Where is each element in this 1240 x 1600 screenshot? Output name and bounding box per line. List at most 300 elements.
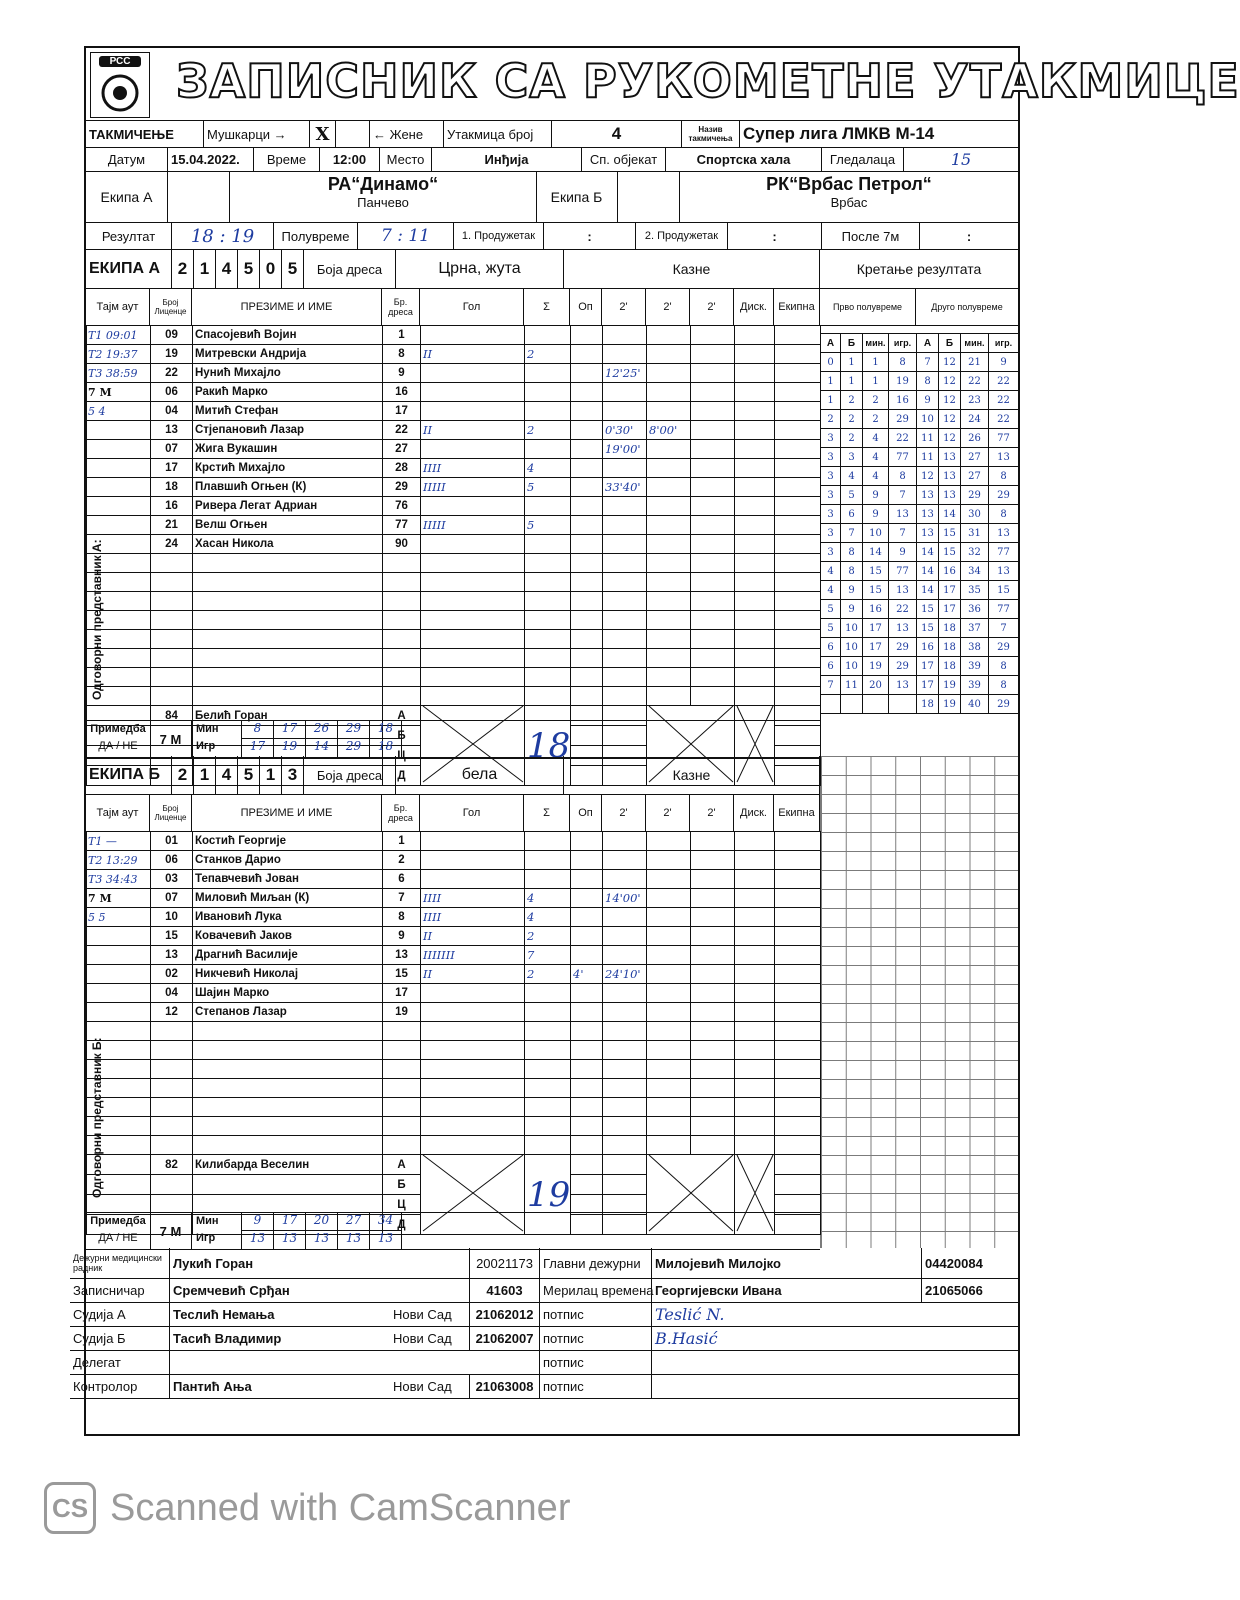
- license-cell: 02: [151, 965, 193, 984]
- min-value: 26: [306, 721, 338, 739]
- team-b-code-digit: 1: [260, 756, 282, 794]
- progress-cell: 13: [989, 448, 1019, 467]
- goals-tally: [421, 1003, 525, 1022]
- timeout-cell: [87, 946, 151, 965]
- min-label: Мин: [196, 1215, 219, 1227]
- player-name: Хасан Никола: [193, 535, 383, 554]
- license-cell: 17: [151, 459, 193, 478]
- suspension-3: [691, 478, 735, 497]
- table-row: [87, 984, 821, 1003]
- progress-cell: 10: [841, 619, 863, 638]
- disqualification-cell: [735, 535, 775, 554]
- jersey-no: [383, 1117, 421, 1136]
- team-b-header: [86, 756, 820, 795]
- jersey-no: [383, 1041, 421, 1060]
- goals-tally: IIIII: [421, 516, 525, 535]
- progress-cell: 2: [841, 410, 863, 429]
- jersey-no: 16: [383, 383, 421, 402]
- team-a-players-table: [86, 325, 821, 786]
- chief-id: 04420084: [925, 1255, 983, 1271]
- goals-sum: 5: [525, 478, 571, 497]
- disqualification-cell: [735, 927, 775, 946]
- camscanner-watermark: [44, 1482, 570, 1534]
- suspension-2: [647, 478, 691, 497]
- table-row: [87, 1117, 821, 1136]
- warning-cell: [571, 1060, 603, 1079]
- official-letter: Д: [383, 766, 421, 786]
- suspension-1: [603, 870, 647, 889]
- goals-tally: II: [421, 345, 525, 364]
- suspension-2: [647, 516, 691, 535]
- suspension-2: [647, 927, 691, 946]
- result-row: [86, 223, 1018, 250]
- disqualification-cell: [735, 1079, 775, 1098]
- after7m-label: После 7м: [822, 223, 920, 249]
- suspension-2: [647, 1041, 691, 1060]
- progress-head-cell: Б: [841, 334, 863, 353]
- col-license: Број Лиценце: [150, 795, 192, 831]
- license-cell: [151, 668, 193, 687]
- table-row: [87, 440, 821, 459]
- halftime-label: Полувреме: [274, 223, 358, 249]
- date-label: Датум: [86, 147, 168, 171]
- player-name: Ковачевић Јаков: [193, 927, 383, 946]
- progress-cell: 7: [841, 524, 863, 543]
- license-cell: 03: [151, 870, 193, 889]
- progress-cell: 13: [989, 562, 1019, 581]
- team-a-7m-grid: [242, 721, 402, 757]
- progress-cell: 77: [889, 562, 917, 581]
- suspension-2: [647, 1079, 691, 1098]
- table-row: [87, 832, 821, 851]
- goals-sum: 4: [525, 908, 571, 927]
- progress-cell: 12: [939, 429, 961, 448]
- suspension-3: [691, 516, 735, 535]
- team-penalty-cell: [775, 497, 821, 516]
- venue-value: Спортска хала: [666, 147, 822, 171]
- goals-sum: [525, 364, 571, 383]
- timeout-cell: [87, 516, 151, 535]
- table-row: [87, 1022, 821, 1041]
- player-name: Степанов Лазар: [193, 1003, 383, 1022]
- date-row: [86, 147, 1018, 172]
- team-b-remark: [86, 1213, 151, 1249]
- progress-cell: 22: [889, 600, 917, 619]
- progress-cell: 11: [841, 676, 863, 695]
- suspension-1: 14'00': [603, 889, 647, 908]
- jersey-no: 76: [383, 497, 421, 516]
- team-penalty-cell: [775, 592, 821, 611]
- disqualification-cell: [735, 497, 775, 516]
- license-cell: 07: [151, 440, 193, 459]
- progress-cell: 17: [939, 600, 961, 619]
- team-a-name: РА“Динамо“: [327, 174, 439, 194]
- progress-row: [821, 657, 1019, 676]
- official-name: Килибарда Веселин: [193, 1155, 383, 1175]
- team-penalty-cell: [775, 965, 821, 984]
- team-b-code-digit: 4: [216, 756, 238, 794]
- igr-value: 29: [338, 739, 370, 757]
- progress-cell: 29: [889, 638, 917, 657]
- player-name: [193, 1098, 383, 1117]
- ref-a-city: Нови Сад: [390, 1302, 470, 1326]
- team-b-code-digit: 5: [238, 756, 260, 794]
- suspension-2: [647, 497, 691, 516]
- progress-cell: 22: [989, 391, 1019, 410]
- progress-row: [821, 486, 1019, 505]
- warning-cell: [571, 383, 603, 402]
- page-title: ЗАПИСНИК СА РУКОМЕТНЕ УТАКМИЦЕ: [176, 54, 1240, 108]
- team-a-city: Панчево: [357, 195, 409, 210]
- disqualification-cell: [735, 908, 775, 927]
- progress-cell: 26: [961, 429, 989, 448]
- team-penalty-cell: [775, 1060, 821, 1079]
- team-b-code-digit: 3: [282, 756, 304, 794]
- player-name: Стјепановић Лазар: [193, 421, 383, 440]
- place-value: Инђија: [432, 147, 582, 171]
- goals-tally: IIII: [421, 459, 525, 478]
- official-name: Белић Горан: [193, 706, 383, 726]
- official-penalty-cell: [603, 1175, 647, 1195]
- progress-cell: 5: [841, 486, 863, 505]
- suspension-1: [603, 630, 647, 649]
- goals-tally: [421, 630, 525, 649]
- igr-value: 14: [306, 739, 338, 757]
- warning-cell: [571, 908, 603, 927]
- warning-cell: 4': [571, 965, 603, 984]
- suspension-3: [691, 383, 735, 402]
- progress-row: [821, 391, 1019, 410]
- comp-name-label: Назив такмичења: [682, 121, 740, 147]
- progress-cell: 3: [821, 467, 841, 486]
- col-goal: Гол: [420, 795, 524, 831]
- suspension-2: [647, 459, 691, 478]
- controller-name: Пантић Ања: [173, 1378, 252, 1394]
- goals-sum: [525, 1060, 571, 1079]
- goals-sum: [525, 611, 571, 630]
- suspension-3: [691, 1079, 735, 1098]
- progress-cell: 16: [863, 600, 889, 619]
- progress-cell: 13: [939, 448, 961, 467]
- suspension-1: [603, 1117, 647, 1136]
- disqualification-cell: [735, 326, 775, 345]
- official-license: [151, 1175, 193, 1195]
- progress-row: [821, 562, 1019, 581]
- team-penalty-cell: [775, 459, 821, 478]
- progress-cell: 3: [821, 448, 841, 467]
- timeout-cell: [87, 421, 151, 440]
- team-a-remark-row: [86, 720, 820, 759]
- col-second-half: Друго полувреме: [931, 302, 1003, 312]
- disqualification-cell: [735, 611, 775, 630]
- player-name: [193, 687, 383, 706]
- team-b-remark-row: [86, 1212, 820, 1250]
- result-label: Резултат: [86, 223, 172, 249]
- remark-options: ДА / НЕ: [98, 740, 138, 752]
- suspension-2: [647, 383, 691, 402]
- team-penalty-cell: [775, 889, 821, 908]
- suspension-1: [603, 1003, 647, 1022]
- timeout-cell: [87, 478, 151, 497]
- col-name: ПРЕЗИМЕ И ИМЕ: [192, 795, 382, 831]
- goals-sum: [525, 440, 571, 459]
- chief-label: Главни дежурни: [540, 1248, 652, 1278]
- progress-cell: 8: [841, 543, 863, 562]
- table-row: [87, 1136, 821, 1155]
- jersey-no: 8: [383, 908, 421, 927]
- table-row: [87, 668, 821, 687]
- goals-sum: [525, 554, 571, 573]
- disqualification-cell: [735, 870, 775, 889]
- progress-label: Кретање резултата: [856, 261, 982, 277]
- competition-label: ТАКМИЧЕЊЕ: [86, 121, 204, 147]
- suspension-1: [603, 1098, 647, 1117]
- delegate-row: [70, 1350, 1020, 1375]
- seven-m-hand: 5 5: [88, 911, 106, 924]
- goals-tally: [421, 326, 525, 345]
- suspension-3: [691, 364, 735, 383]
- jersey-no: 90: [383, 535, 421, 554]
- ref-a-name: Теслић Немања: [173, 1306, 275, 1322]
- suspension-2: [647, 649, 691, 668]
- warning-cell: [571, 554, 603, 573]
- warning-cell: [571, 478, 603, 497]
- place-label: Место: [380, 147, 432, 171]
- suspension-3: [691, 908, 735, 927]
- goals-tally: [421, 554, 525, 573]
- official-letter: Д: [383, 1215, 421, 1235]
- ref-b-label: Судија Б: [70, 1326, 170, 1350]
- progress-cell: 12: [917, 467, 939, 486]
- suspension-1: [603, 908, 647, 927]
- suspension-1: 19'00': [603, 440, 647, 459]
- license-cell: 01: [151, 832, 193, 851]
- timeout-cell: [87, 440, 151, 459]
- player-name: Велш Огњен: [193, 516, 383, 535]
- ref-a-id: 21062012: [470, 1302, 540, 1326]
- jersey-no: [383, 1098, 421, 1117]
- team-penalty-cell: [775, 832, 821, 851]
- goals-tally: [421, 364, 525, 383]
- progress-cell: 15: [989, 581, 1019, 600]
- match-no: 4: [552, 121, 682, 147]
- timeout-cell: [87, 1003, 151, 1022]
- women-label: ← Жене: [370, 121, 444, 147]
- ot2-value: :: [728, 223, 822, 249]
- team-a-header: [86, 250, 1018, 289]
- team-a-code-digit: 5: [238, 250, 260, 288]
- progress-cell: 11: [917, 429, 939, 448]
- progress-cell: 1: [841, 353, 863, 372]
- player-name: Никчевић Николај: [193, 965, 383, 984]
- disqualification-cell: [735, 832, 775, 851]
- warning-cell: [571, 1041, 603, 1060]
- progress-row: [821, 372, 1019, 391]
- suspension-1: [603, 497, 647, 516]
- team-penalty-cell: [775, 946, 821, 965]
- disqualification-cell: [735, 516, 775, 535]
- warning-cell: [571, 668, 603, 687]
- warning-cell: [571, 1003, 603, 1022]
- jersey-no: 8: [383, 345, 421, 364]
- goals-tally: IIIII: [421, 478, 525, 497]
- table-row: [87, 326, 821, 345]
- progress-row: [821, 429, 1019, 448]
- team-a-penalties-label: Казне: [564, 250, 820, 288]
- suspension-3: [691, 965, 735, 984]
- progress-cell: 3: [841, 448, 863, 467]
- controller-id: 21063008: [470, 1374, 540, 1398]
- min-igr-labels: [192, 721, 242, 757]
- jersey-no: [383, 687, 421, 706]
- progress-cell: 8: [989, 676, 1019, 695]
- jersey-no: [383, 592, 421, 611]
- handball-logo-icon: [100, 73, 140, 113]
- progress-row: [821, 543, 1019, 562]
- team-penalty-cell: [775, 687, 821, 706]
- progress-cell: 22: [989, 410, 1019, 429]
- progress-cell: 32: [961, 543, 989, 562]
- suspension-2: [647, 1003, 691, 1022]
- igr-label: Игр: [196, 740, 216, 752]
- progress-cell: 8: [989, 467, 1019, 486]
- igr-value: 19: [274, 739, 306, 757]
- suspension-1: 24'10': [603, 965, 647, 984]
- progress-cell: 15: [863, 581, 889, 600]
- team-a-label: Екипа А: [86, 172, 168, 222]
- controller-sign-label: потпис: [540, 1374, 652, 1398]
- suspension-2: [647, 946, 691, 965]
- suspension-3: [691, 345, 735, 364]
- progress-cell: 19: [939, 676, 961, 695]
- official-letter: Б: [383, 1175, 421, 1195]
- team-penalty-cell: [775, 573, 821, 592]
- suspension-2: [647, 851, 691, 870]
- team-penalty-cell: [775, 908, 821, 927]
- jersey-no: 28: [383, 459, 421, 478]
- progress-cell: 13: [917, 524, 939, 543]
- goals-tally: [421, 1041, 525, 1060]
- goals-tally: [421, 1022, 525, 1041]
- suspension-2: [647, 984, 691, 1003]
- license-cell: 04: [151, 402, 193, 421]
- progress-cell: 1: [863, 372, 889, 391]
- goals-tally: IIIIIII: [421, 946, 525, 965]
- goals-sum: 2: [525, 965, 571, 984]
- progress-cell: 9: [863, 505, 889, 524]
- jersey-no: [383, 1079, 421, 1098]
- team-penalty-cell: [775, 1022, 821, 1041]
- timeout-cell: [87, 984, 151, 1003]
- progress-cell: 18: [939, 619, 961, 638]
- table-row: [87, 687, 821, 706]
- goals-tally: [421, 1098, 525, 1117]
- progress-cell: 9: [989, 353, 1019, 372]
- progress-cell: 15: [939, 543, 961, 562]
- progress-row: [821, 600, 1019, 619]
- team-total-goals: 18: [525, 706, 571, 786]
- warning-cell: [571, 573, 603, 592]
- license-cell: 13: [151, 421, 193, 440]
- jersey-no: 19: [383, 1003, 421, 1022]
- progress-cell: 29: [961, 486, 989, 505]
- player-name: Миловић Миљан (К): [193, 889, 383, 908]
- warning-cell: [571, 832, 603, 851]
- suspension-2: [647, 1060, 691, 1079]
- ref-b-id: 21062007: [470, 1326, 540, 1350]
- player-name: Митић Стефан: [193, 402, 383, 421]
- suspension-2: [647, 364, 691, 383]
- warning-cell: [571, 326, 603, 345]
- team-penalty-cell: [775, 984, 821, 1003]
- player-name: Ракић Марко: [193, 383, 383, 402]
- license-cell: [151, 1136, 193, 1155]
- suspension-1: [603, 1022, 647, 1041]
- player-name: Нунић Михајло: [193, 364, 383, 383]
- warning-cell: [571, 421, 603, 440]
- progress-cell: [841, 695, 863, 714]
- suspension-2: [647, 870, 691, 889]
- team-b-name: РК“Врбас Петрол“: [766, 174, 932, 194]
- player-name: Драгнић Василије: [193, 946, 383, 965]
- progress-cell: 9: [917, 391, 939, 410]
- jersey-no: [383, 554, 421, 573]
- team-penalty-cell: [775, 535, 821, 554]
- col-goal: Гол: [420, 289, 524, 325]
- progress-cell: 7: [989, 619, 1019, 638]
- progress-cell: 77: [989, 429, 1019, 448]
- scorer-name: Сремчевић Срђан: [170, 1278, 470, 1302]
- progress-cell: 4: [863, 467, 889, 486]
- progress-cell: 15: [917, 600, 939, 619]
- progress-cell: 8: [841, 562, 863, 581]
- team-b-col-headers: [86, 795, 820, 832]
- progress-cell: 8: [889, 353, 917, 372]
- team-penalty-cell: [775, 927, 821, 946]
- ref-a-signature: Teslić N.: [655, 1304, 725, 1324]
- min-value: 34: [370, 1213, 402, 1231]
- disqualification-cell: [735, 1003, 775, 1022]
- team-penalty-cell: [775, 870, 821, 889]
- progress-cell: 6: [821, 638, 841, 657]
- disqualification-cell: [735, 1117, 775, 1136]
- progress-cell: 13: [939, 486, 961, 505]
- progress-cell: 9: [841, 581, 863, 600]
- team-a-section-label: ЕКИПА А: [86, 250, 172, 288]
- table-row: [87, 478, 821, 497]
- suspension-3: [691, 649, 735, 668]
- disqualification-cell: [735, 554, 775, 573]
- warning-cell: [571, 649, 603, 668]
- date-value: 15.04.2022.: [168, 147, 254, 171]
- player-name: [193, 1117, 383, 1136]
- igr-value: 17: [242, 739, 274, 757]
- progress-head-cell: Б: [939, 334, 961, 353]
- remark-label: Примедба: [90, 1215, 146, 1227]
- jersey-no: 17: [383, 984, 421, 1003]
- license-cell: [151, 1041, 193, 1060]
- table-row: [87, 516, 821, 535]
- igr-value: 13: [274, 1231, 306, 1249]
- license-cell: 12: [151, 1003, 193, 1022]
- progress-head-cell: игр.: [889, 334, 917, 353]
- col-team: Екипна: [774, 289, 820, 325]
- table-row: [87, 1079, 821, 1098]
- progress-cell: 23: [961, 391, 989, 410]
- table-row: [87, 345, 821, 364]
- progress-cell: 16: [889, 391, 917, 410]
- suspension-3: [691, 668, 735, 687]
